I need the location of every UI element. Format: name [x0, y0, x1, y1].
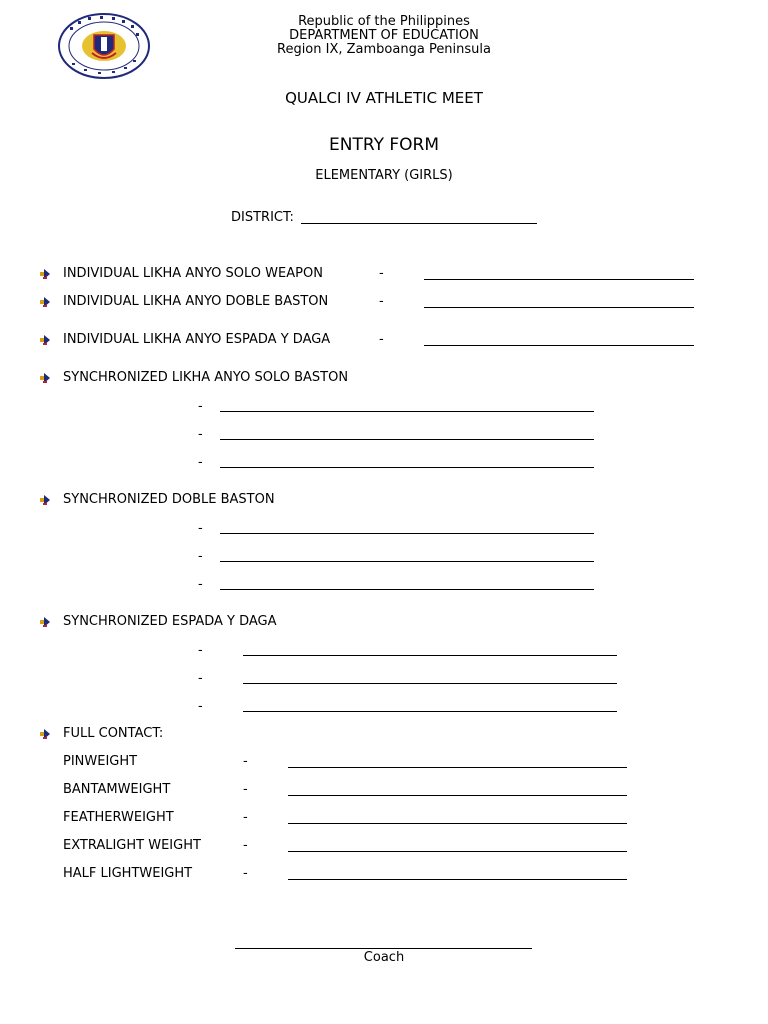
dash: - — [379, 266, 384, 281]
dash: - — [243, 838, 248, 853]
weight-class-label: BANTAMWEIGHT — [63, 782, 171, 797]
entry-line[interactable] — [288, 767, 627, 768]
dash: - — [379, 294, 384, 309]
dash: - — [198, 549, 203, 564]
header-republic: Republic of the Philippines — [298, 14, 470, 29]
full-contact-label: FULL CONTACT: — [63, 726, 164, 741]
entry-line[interactable] — [220, 411, 594, 412]
entry-line[interactable] — [220, 533, 594, 534]
entry-line[interactable] — [424, 279, 694, 280]
dash: - — [243, 754, 248, 769]
arrow-bullet-icon — [40, 729, 50, 739]
dash: - — [243, 866, 248, 881]
entry-line[interactable] — [220, 589, 594, 590]
dash: - — [198, 699, 203, 714]
entry-line[interactable] — [424, 345, 694, 346]
weight-class-label: FEATHERWEIGHT — [63, 810, 174, 825]
dash: - — [198, 671, 203, 686]
header-region: Region IX, Zamboanga Peninsula — [277, 42, 491, 57]
arrow-bullet-icon — [40, 269, 50, 279]
entry-line[interactable] — [243, 655, 617, 656]
dash: - — [379, 332, 384, 347]
weight-class-label: EXTRALIGHT WEIGHT — [63, 838, 201, 853]
dash: - — [198, 643, 203, 658]
form-title: ENTRY FORM — [329, 135, 439, 155]
event-label: INDIVIDUAL LIKHA ANYO ESPADA Y DAGA — [63, 332, 331, 347]
dash: - — [198, 399, 203, 414]
district-label: DISTRICT: — [231, 210, 294, 225]
arrow-bullet-icon — [40, 297, 50, 307]
division-label: ELEMENTARY (GIRLS) — [315, 168, 453, 183]
dash: - — [243, 810, 248, 825]
signature-line[interactable] — [235, 948, 532, 949]
entry-line[interactable] — [288, 851, 627, 852]
event-label: INDIVIDUAL LIKHA ANYO DOBLE BASTON — [63, 294, 329, 309]
entry-line[interactable] — [220, 467, 594, 468]
arrow-bullet-icon — [40, 495, 50, 505]
dash: - — [243, 782, 248, 797]
header-department: DEPARTMENT OF EDUCATION — [289, 28, 479, 43]
entry-line[interactable] — [288, 795, 627, 796]
coach-label: Coach — [363, 950, 405, 965]
arrow-bullet-icon — [40, 373, 50, 383]
entry-line[interactable] — [220, 561, 594, 562]
entry-line[interactable] — [424, 307, 694, 308]
entry-line[interactable] — [288, 823, 627, 824]
entry-line[interactable] — [243, 711, 617, 712]
dash: - — [198, 577, 203, 592]
event-label: SYNCHRONIZED DOBLE BASTON — [63, 492, 275, 507]
entry-line[interactable] — [288, 879, 627, 880]
event-label: SYNCHRONIZED LIKHA ANYO SOLO BASTON — [63, 370, 349, 385]
arrow-bullet-icon — [40, 617, 50, 627]
dash: - — [198, 521, 203, 536]
weight-class-label: HALF LIGHTWEIGHT — [63, 866, 193, 881]
meet-title: QUALCI IV ATHLETIC MEET — [285, 89, 483, 107]
arrow-bullet-icon — [40, 335, 50, 345]
district-line[interactable] — [301, 223, 537, 224]
entry-line[interactable] — [220, 439, 594, 440]
event-label: SYNCHRONIZED ESPADA Y DAGA — [63, 614, 277, 629]
event-label: INDIVIDUAL LIKHA ANYO SOLO WEAPON — [63, 266, 323, 281]
entry-line[interactable] — [243, 683, 617, 684]
dash: - — [198, 427, 203, 442]
weight-class-label: PINWEIGHT — [63, 754, 138, 769]
dash: - — [198, 455, 203, 470]
